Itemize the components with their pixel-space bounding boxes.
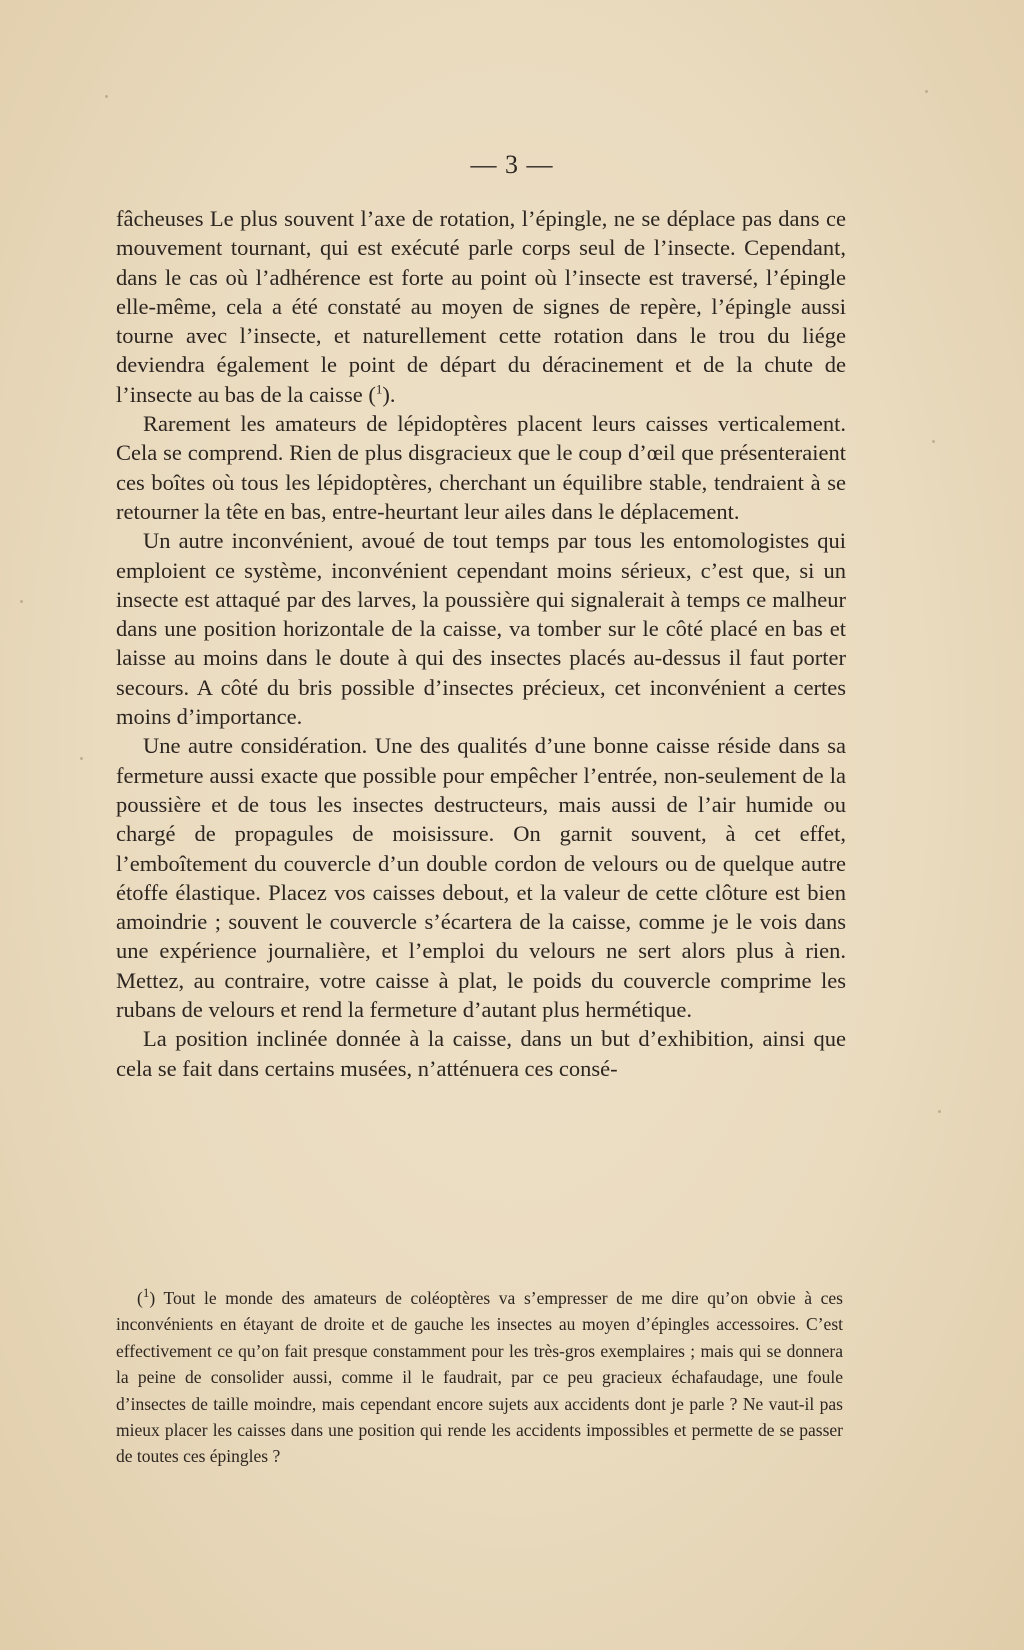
footnote-text: ($^1$) Tout le monde des amateurs de coléoptères va s’empresser de me dire qu’on obvie à ces inconvénients en étayant de droite et de gauche les insectes au moyen d’épingles accessoires. C’est effectivement ce qu’on fait presque constamment pour les très-gros exemplaires ; mais qui se donnera la peine de consolider aussi, comme il le faudrait, par ce peu gracieux échafaudage, une foule d’insectes de taille moindre, mais cependant encore sujets aux accidents dont je parle ? Ne vaut-il pas mieux placer les caisses dans une position qui rende les accidents impossibles et permette de se passer de toutes ces épingles ? [116, 1285, 843, 1467]
footnote-body: Tout le monde des amateurs de coléoptères va s’empresser de me dire qu’on obvie à ces inconvénients en étayant de droite et de gauche les insectes au moyen d’épingles accessoires. C’est effectivement ce qu’on fait presque constamment pour les très-gros exemplaires ; mais qui se donnera la peine de consolider aussi, comme il le faudrait, par ce peu gracieux échafaudage, une foule d’insectes de taille moindre, mais cependant encore sujets aux accidents dont je parle ? Ne vaut-il pas mieux placer les caisses dans une position qui rende les accidents impossibles et permette de se passer de toutes ces épingles ? [116, 1288, 843, 1467]
footnote-marker: 1 [142, 1285, 150, 1301]
paper-speck [105, 95, 108, 98]
footnote-reference: 1 [375, 381, 383, 397]
paragraph-5: La position inclinée donnée à la caisse, dans un but d’exhibition, ainsi que cela se fait dans certains musées, n’atténuera ces consé- [116, 1026, 846, 1081]
footnote [116, 1285, 843, 1470]
paragraph-1-text: fâcheuses Le plus souvent l’axe de rotation, l’épingle, ne se déplace pas dans ce mouvement tournant, qui est exécuté parle corps seul de l’insecte. Cependant, dans le cas où l’adhérence est forte au point où l’insecte est traversé, l’épingle elle-même, cela a été constaté au moyen de signes de repère, l’épingle aussi tourne avec l’insecte, et naturellement cette rotation dans le trou du liége deviendra également le point de départ du déracinement et de la chute de l’insecte au bas de la caisse ( [116, 206, 846, 407]
paragraph-3: Un autre inconvénient, avoué de tout temps par tous les entomologistes qui emploient ce système, inconvénient cependant moins sérieux, c’est que, si un insecte est attaqué par des larves, la poussière qui signalerait à temps ce malheur dans une position horizontale de la caisse, va tomber sur le côté placé en bas et laisse au moins dans le doute à qui des insectes placés au-dessus il faut porter secours. A côté du bris possible d’insectes précieux, cet inconvénient a certes moins d’importance. [116, 528, 846, 730]
body-text [116, 204, 846, 1083]
paragraph-2: Rarement les amateurs de lépidoptères placent leurs caisses verticalement. Cela se comprend. Rien de plus disgracieux que le coup d’œil que présenteraient ces boîtes où tous les lépidoptères, cherchant un équilibre stable, tendraient à se retourner la tête en bas, entre-heurtant leur ailes dans le déplacement. [116, 411, 846, 524]
paragraph-1 [116, 204, 846, 409]
paper-speck [932, 440, 935, 443]
page-number: — 3 — [470, 150, 554, 179]
paper-speck [925, 90, 928, 93]
paper-speck [20, 600, 23, 603]
paragraph-4: Une autre considération. Une des qualités d’une bonne caisse réside dans sa fermeture aussi exacte que possible pour empêcher l’entrée, non-seulement de la poussière et de tous les insectes destructeurs, mais aussi de l’air humide ou chargé de propagules de moisissure. On garnit souvent, à cet effet, l’emboîtement du couvercle d’un double cordon de velours ou de quelque autre étoffe élastique. Placez vos caisses debout, et la valeur de cette clôture est bien amoindrie ; souvent le couvercle s’écartera de la caisse, comme je le vois dans une expérience journalière, et l’emploi du velours ne sert alors plus à rien. Mettez, au contraire, votre caisse à plat, le poids du couvercle comprime les rubans de velours et rend la fermeture d’autant plus hermétique. [116, 733, 846, 1023]
paragraph-1-end: ). [382, 381, 396, 407]
paper-speck [938, 1110, 941, 1113]
paper-speck [80, 757, 83, 760]
